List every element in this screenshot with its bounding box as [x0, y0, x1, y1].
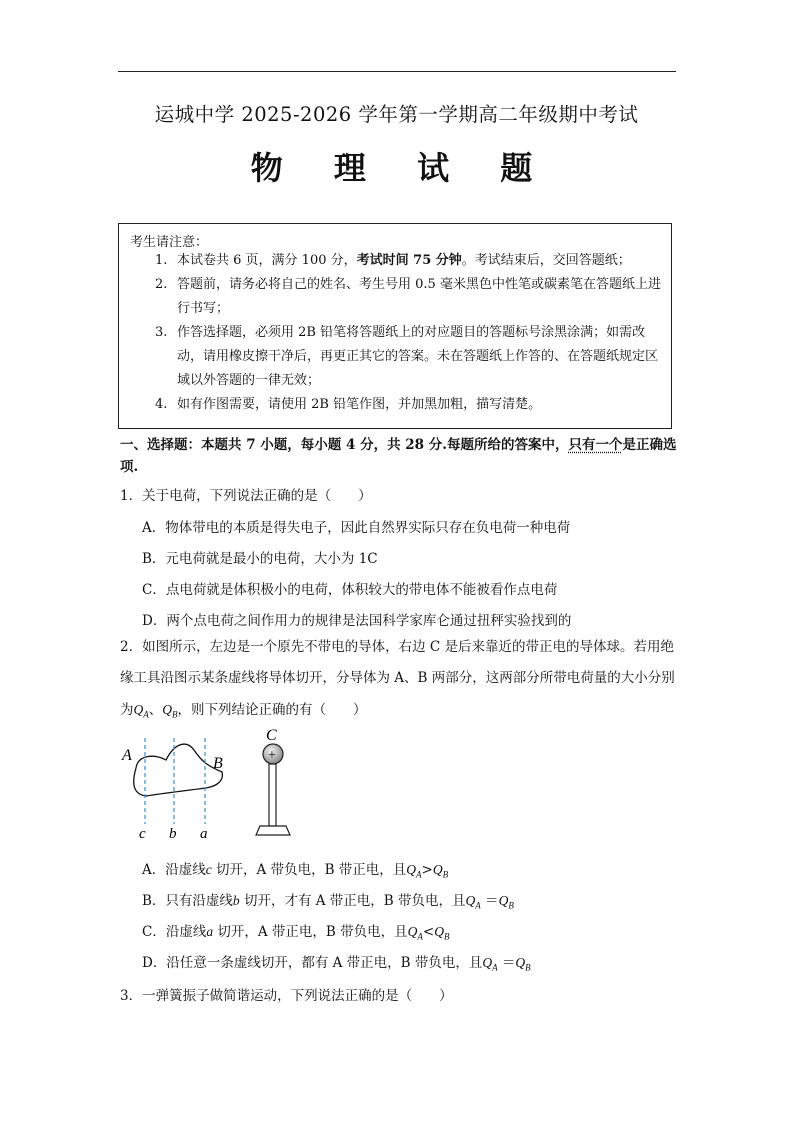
question-1-option-c: C．点电荷就是体积极小的电荷，体积较大的带电体不能被看作点电荷	[142, 582, 558, 598]
charge-symbol: Q	[133, 702, 144, 717]
charge-subscript: A	[492, 962, 498, 973]
notice-box	[118, 223, 672, 429]
option-variable: b	[232, 893, 240, 908]
notice-item-number: 3.	[155, 325, 168, 340]
charge-subscript: A	[417, 931, 423, 942]
section-heading-pre: 一、选择题：本题共 7 小题，每小题 4 分，共 28 分.每题所给的答案中，	[120, 437, 569, 453]
relation-symbol: ＝	[480, 893, 499, 909]
option-text: B．只有沿虚线	[142, 893, 233, 909]
question-2-stem-text: 2．如图所示，左边是一个原先不带电的导体，右边 C 是后来靠近的带正电的导体球。若用绝缘工具沿图示某条虚线将导体切开，分导体为 A、B 两部分，这两部分所带电荷量的大小分别为	[120, 639, 675, 718]
label-C: C	[266, 727, 277, 744]
conductor-outline	[134, 744, 223, 796]
question-2-figure	[118, 724, 308, 844]
charge-subscript: A	[416, 869, 422, 880]
label-B: B	[213, 755, 223, 772]
charge-subscript: B	[442, 869, 449, 880]
option-text: D．沿任意一条虚线切开，都有 A 带正电，B 带负电，且	[142, 955, 483, 971]
question-2-option-d	[142, 951, 531, 973]
question-2-option-c	[142, 920, 449, 942]
charge-symbol: Q	[482, 955, 493, 970]
question-2-stem-text-end: ，则下列结论正确的有（ ）	[177, 702, 367, 718]
label-b: b	[169, 826, 177, 842]
stand-base	[256, 826, 290, 835]
charge-symbol: Q	[432, 862, 443, 877]
notice-item-number: 1.	[155, 253, 168, 268]
header-rule	[118, 71, 676, 72]
charge-subscript: B	[172, 709, 178, 720]
relation-symbol: ＝	[497, 955, 516, 971]
question-1-option-a: A．物体带电的本质是得失电子，因此自然界实际只存在负电荷一种电荷	[142, 520, 571, 536]
insulating-stand	[269, 764, 276, 826]
charge-symbol: Q	[162, 702, 172, 717]
question-2-option-a	[142, 858, 448, 880]
option-variable: a	[206, 924, 214, 939]
separator: 、	[148, 702, 163, 718]
charge-symbol: Q	[515, 955, 526, 970]
notice-text-post: 。考试结束后，交回答题纸；	[461, 253, 631, 268]
question-2-stem	[120, 632, 678, 731]
charge-symbol: Q	[407, 924, 418, 939]
charge-subscript: B	[508, 900, 514, 911]
charge-symbol: Q	[434, 924, 444, 939]
charge-subscript: B	[443, 931, 450, 942]
question-1-stem: 1．关于电荷，下列说法正确的是（ ）	[120, 488, 372, 504]
option-variable: c	[205, 862, 212, 877]
question-1-option-d: D．两个点电荷之间作用力的规律是法国科学家库仑通过扭秤实验找到的	[142, 613, 572, 629]
notice-text-bold: 考试时间 75 分钟	[356, 253, 462, 268]
relation-symbol: <	[422, 924, 435, 940]
question-3-stem: 3．一弹簧振子做简谐运动，下列说法正确的是（ ）	[120, 988, 453, 1004]
charge-subscript: A	[475, 900, 481, 911]
notice-text-pre: 本试卷共 6 页，满分 100 分，	[177, 253, 357, 268]
section-heading-post: 是正确选项.	[120, 437, 677, 475]
notice-item-text: 如有作图需要，请使用 2B 铅笔作图，并加黑加粗，描写清楚。	[177, 397, 542, 412]
option-text: A．沿虚线	[142, 862, 206, 878]
label-c: c	[139, 826, 146, 842]
question-2-option-b	[142, 889, 514, 911]
option-text: 切开，才有 A 带正电，B 带负电，且	[239, 893, 466, 909]
label-A: A	[122, 747, 132, 764]
question-1-option-b: B．元电荷就是最小的电荷，大小为 1C	[142, 551, 378, 567]
charge-subscript: A	[143, 709, 149, 720]
exam-school-title: 运城中学 2025-2026 学年第一学期高二年级期中考试	[154, 103, 639, 126]
section-heading-choice	[120, 434, 680, 478]
notice-item-text: 答题前，请务必将自己的姓名、考生号用 0.5 毫米黑色中性笔或碳素笔在答题纸上进行书写；	[177, 277, 661, 316]
relation-symbol: >	[421, 862, 433, 878]
notice-item-number: 2.	[155, 277, 168, 292]
label-a: a	[200, 826, 208, 842]
charge-symbol: Q	[406, 862, 417, 877]
notice-item-number: 4.	[155, 397, 168, 412]
notice-item-text	[177, 249, 669, 273]
charge-subscript: B	[525, 962, 531, 973]
notice-heading: 考生请注意：	[130, 235, 209, 250]
notice-item-text: 作答选择题，必须用 2B 铅笔将答题纸上的对应题目的答题标号涂黑涂满；如需改动，请用橡皮擦干净后，再更正其它的答案。未在答题纸上作答的、在答题纸规定区域以外答题的一律无效；	[177, 325, 659, 388]
option-text: 切开，A 带正电，B 带负电，且	[213, 924, 408, 940]
charge-symbol: Q	[498, 893, 509, 908]
option-text: 切开，A 带负电，B 带正电，且	[211, 862, 407, 878]
option-text: C．沿虚线	[142, 924, 207, 940]
plus-sign: +	[268, 748, 276, 763]
section-heading-emphasis: 只有一个	[568, 437, 623, 453]
subject-title: 物 理 试 题	[250, 149, 553, 187]
charge-symbol: Q	[465, 893, 476, 908]
